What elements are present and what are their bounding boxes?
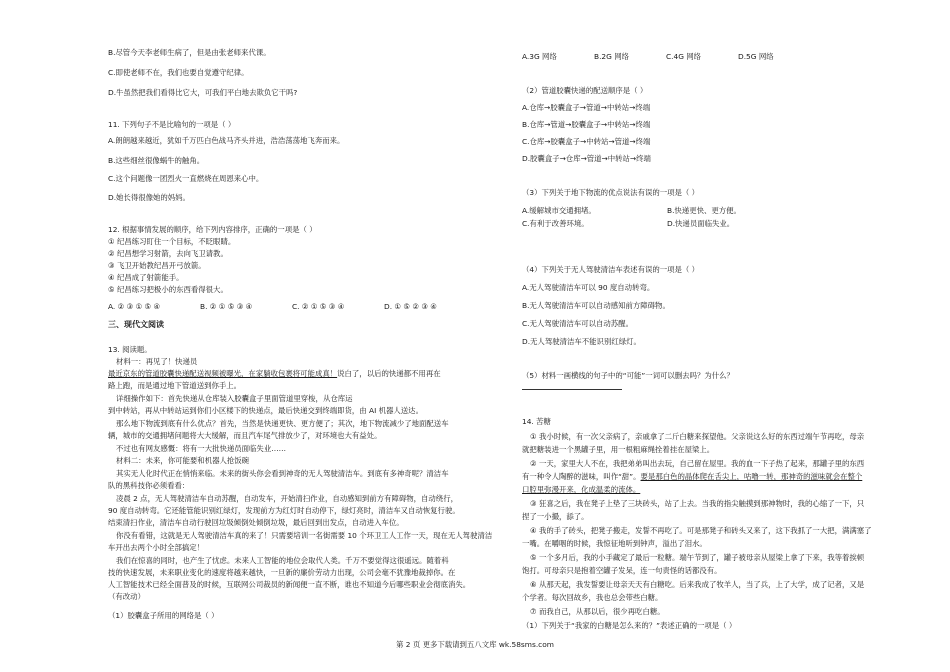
paragraph-text: 人工智能技术已经全面普及的时候，互联网公司裁员的新闻便一直不断，谁也不知道今后哪些职业会彻底消失。 [108, 580, 471, 589]
paragraph-text: 个学者。每次回故乡，我也总会带些白糖。 [522, 593, 663, 602]
option-b-line: B.尽管今天李老师生病了，但是由张老师来代课。 [108, 48, 271, 57]
network-option-b: B.2G 网络 [594, 52, 629, 61]
paragraph-text: 就把糖装进一个黑罐子里，用一根粗麻绳拴着挂在屋梁上。 [522, 445, 715, 454]
q11-option-b: B.这些细丝很像蜗牛的触角。 [108, 156, 205, 165]
paragraph-text: 技的快速发展，未来职业变化的速度将越来越快，一旦新的廉价劳动力出现，公司会毫不犹豫地裁掉你。在 [108, 568, 456, 577]
q12-option-b: B. ② ① ⑤ ③ ④ [200, 302, 253, 311]
q3-option-a: A.缓解城市交通拥堵。 [522, 206, 596, 215]
paragraph-text: 你没有看错，这就是无人驾驶清洁车真的来了！只需要培训一名街需要 10 个环卫工人工作一天，现在无人驾驶清洁 [116, 531, 493, 540]
q13-sub1-stem: （1）胶囊盒子所用的网络是（ ） [108, 611, 219, 620]
q3-option-d: D.快递员面临失业。 [667, 219, 735, 228]
q4-option-d: D.无人驾驶清洁车不能识别红绿灯。 [522, 337, 641, 346]
option-c-line: C.即使老师不在，我们也要自觉遵守纪律。 [108, 68, 249, 77]
q2-option-c: C.仓库→胶囊盒子→中转站→管道→终端 [522, 137, 651, 146]
page-footer: 第 2 页 更多下载请到五八文库 wk.58sms.com [396, 640, 554, 649]
q3-stem: （3）下列关于地下物流的优点说法有误的一项是（ ） [522, 188, 700, 197]
paragraph-text: 其实无人化时代正在悄悄来临。未来的街头你会看到神奇的无人驾驶清洁车。到底有多神奇呢？清洁车 [116, 469, 449, 478]
material-one-heading: 材料一：再见了！快递员 [116, 357, 198, 366]
paragraph-text: 车开出去两个小时全部搞定！ [108, 543, 205, 552]
answer-blank [522, 389, 622, 390]
network-option-c: C.4G 网络 [666, 52, 702, 61]
network-option-d: D.5G 网络 [738, 52, 774, 61]
paragraph-text: ⑥ 从那天起，我发誓要让母亲天天有白糖吃。后来我成了牧羊人，当了兵，上了大学，成了记者，又是 [530, 580, 865, 589]
paragraph-text: ④ 我的手了砖头，把凳子搬走，发誓不再吃了。可是那凳子和砖头又来了，这下我抓了一大把，满满塞了 [530, 526, 872, 535]
q4-option-c: C.无人驾驶清洁车可以自动苏醒。 [522, 319, 633, 328]
q2-stem: （2）管道胶囊快递的配送顺序是（ ） [522, 86, 648, 95]
paragraph-text: ⑦ 而我自己，从那以后，很少再吃白糖。 [530, 607, 665, 616]
q5-stem: （5）材料一画横线的句子中的“可能”一词可以删去吗？为什么？ [522, 371, 734, 380]
q12-item: ① 纪昌练习盯住一个目标，不眨眼睛。 [108, 237, 236, 246]
q4-option-a: A.无人驾驶清洁车可以 90 度自动转弯。 [522, 283, 655, 292]
network-option-a: A.3G 网络 [522, 52, 557, 61]
q11-stem: 11. 下列句子不是比喻句的一项是（ ） [108, 120, 236, 129]
q14-sub1-stem: （1）下列关于“我家的白糖是怎么来的？”表述正确的一项是（ ） [522, 621, 737, 630]
paragraph-text: 队的黑科技你必须看看： [108, 481, 190, 490]
paragraph-text: ② 一天，家里大人不在，我把弟弟叫出去玩，自己留在屋里。我的血一下子热了起来，那罐子里的东西 [530, 459, 865, 468]
q12-option-c: C. ② ① ⑤ ③ ④ [292, 302, 345, 311]
paragraph-text: 详细操作如下：首先快递从仓库装入胶囊盒子里面管道里穿梭，从仓库运 [116, 394, 353, 403]
paragraph-text: ③ 狂喜之后，我在凳子上垫了三块砖头，站了上去。当我的指尖触摸到那神物时，我的心缩了一下，只 [530, 499, 865, 508]
q12-stem: 12. 根据事情发展的顺序，给下列内容排序，正确的一项是（ ） [108, 225, 317, 234]
paragraph-text: 不过也有网友感慨：将有一大批快递员面临失业…… [116, 444, 286, 453]
q4-stem: （4）下列关于无人驾驶清洁车表述有误的一项是（ ） [522, 265, 700, 274]
q3-option-c: C.有利于改善环境。 [522, 219, 589, 228]
paragraph-text: 我们在惊喜的同时，也产生了忧虑。未来人工智能的地位会取代人类。千万不要觉得这很遥远。随着科 [116, 556, 449, 565]
q13-title: 13. 阅读题。 [108, 345, 152, 354]
paragraph-text: 那么地下物流到底有什么优点？首先，当然是快递更快、更方便了；其次，地下物流减少了地面配送车 [116, 419, 449, 428]
q11-option-a: A.朗朗越来越近，犹如千万匹白色战马齐头并进，浩浩荡荡地飞奔而来。 [108, 136, 345, 145]
paragraph-text: 有一种令人陶醉的滋味，叫作“甜”。 [522, 472, 641, 481]
q12-item: ⑤ 纪昌练习把极小的东西看得很大。 [108, 285, 228, 294]
underlined-sentence: 最近京东的管道胶囊快递配送视频被曝光，在家躺收包裹将可能成真！ [108, 369, 338, 378]
paragraph-text: 捏了一小撮，舔了。 [522, 512, 589, 521]
section-heading: 三、现代文阅读 [108, 320, 164, 329]
material-two-heading: 材料二：未来，你可能要和机器人抢饭碗 [116, 456, 250, 465]
paragraph-text: 90 度自动转弯。它还能管能识别红绿灯，发现前方为红灯时自动停下，绿灯亮时，清洁车又自动恢复行驶。 [108, 506, 460, 515]
network-options [522, 52, 810, 62]
paragraph-text: 到中转站，再从中转站运到你们小区楼下的快递点，最后快递交到终端即货，由 AI 机器人送达。 [108, 406, 423, 415]
paragraph-text: 辆，城市的交通拥堵问题将大大缓解，而且汽车尾气排放少了，对环境也大有益处。 [108, 431, 382, 440]
paragraph-text: ⑤ 一个多月后，我的小手藏定了最后一粒糖。端午节到了，罐子被母亲从屋梁上拿了下来，我等着挨顿 [530, 553, 865, 562]
q2-option-b: B.仓库→管道→胶囊盒子→中转站→终端 [522, 120, 651, 129]
underlined-sentence: 要是那白色的晶体爬在舌尖上，咕噜一转，那神奇的滋味就会在整个 [640, 472, 863, 481]
q12-option-a: A. ② ③ ① ⑤ ④ [108, 302, 161, 311]
underlined-sentence: 口腔里弥漫开来，化成温柔的流体。 [522, 485, 641, 494]
q12-item: ④ 纪昌成了射箭能手。 [108, 273, 184, 282]
q4-option-b: B.无人驾驶清洁车可以自动感知前方障碍物。 [522, 301, 670, 310]
q3-option-b: B.快递更快、更方便。 [667, 206, 741, 215]
paragraph-text: 凌晨 2 点，无人驾驶清洁车自动苏醒，自动发车，开始清扫作业，自动感知到前方有障碍物，自动绕行， [116, 494, 458, 503]
q11-option-c: C.这个问题像一团烈火一直燃烧在周恩来心中。 [108, 174, 264, 183]
q14-title: 14. 苦糖 [522, 417, 551, 426]
paragraph-text: ① 我小时候，有一次父亲病了，亲戚拿了二斤白糖来探望他。父亲说这么好的东西过端午节再吃，母亲 [530, 432, 865, 441]
q12-option-d: D. ① ⑤ ② ③ ④ [384, 302, 437, 311]
q12-item: ③ 飞卫开始教纪昌开弓放箭。 [108, 261, 206, 270]
source-note: （有改动） [108, 592, 145, 601]
paragraph-text: 一嘴。在嚼咽的时候，我惊征地听到钟声，溢出了泪水。 [522, 539, 707, 548]
q11-option-d: D.她长得很像她的妈妈。 [108, 193, 190, 202]
q12-item: ② 纪昌想学习射箭，去向飞卫请教。 [108, 249, 228, 258]
q2-option-d: D.胶囊盒子→仓库→管道→中转站→终端 [522, 154, 651, 163]
q12-options [108, 302, 476, 312]
paragraph-text: 说白了，以后的快递都不用再在 [337, 369, 441, 378]
option-d-line: D.牛虽然把我们看得比它大，可我们平白地去欺负它干吗? [108, 88, 298, 97]
paragraph-text: 结束清扫作业，清洁车自动行驶回垃圾倾倒处倾倒垃圾，最后回到出发点，自动进入车位。 [108, 518, 404, 527]
paragraph-text: 路上跑，而是通过地下管道送到你手上。 [108, 381, 242, 390]
paragraph-text: 饱打。可母亲只是抱着空罐子发呆，连一句责怪的话都没有。 [522, 566, 722, 575]
q2-option-a: A.仓库→胶囊盒子→管道→中转站→终端 [522, 103, 651, 112]
